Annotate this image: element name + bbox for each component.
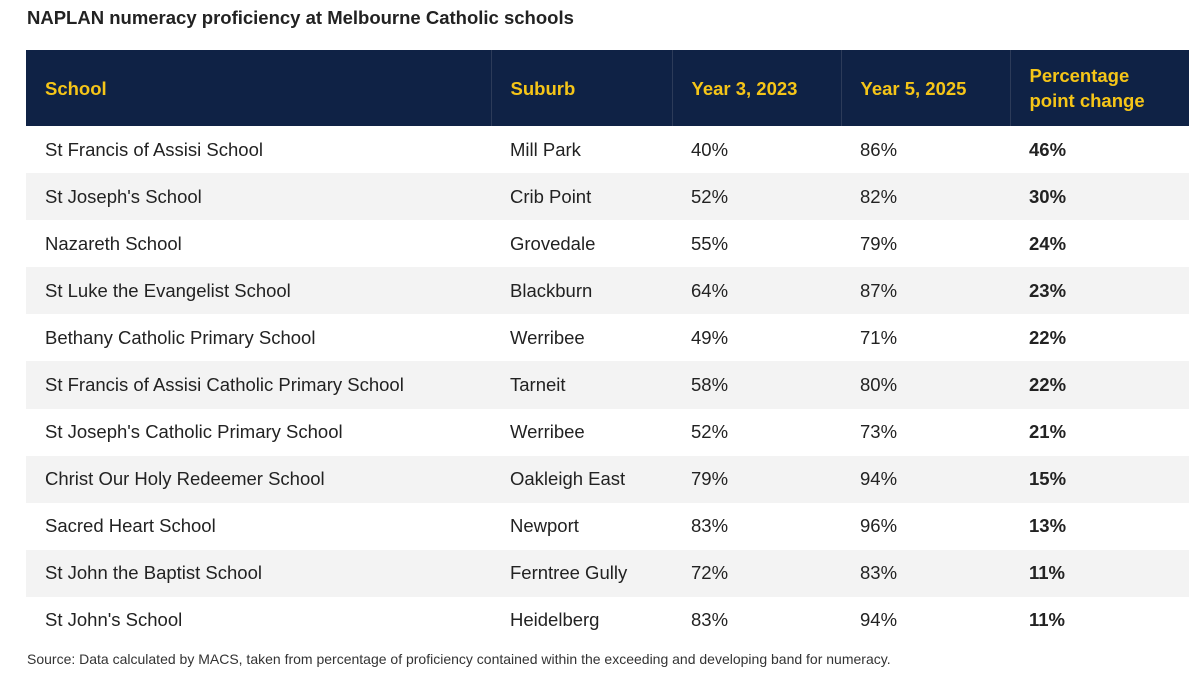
cell-percentage-point-change: 22% bbox=[1029, 326, 1067, 348]
header-year5-2025: Year 5, 2025 bbox=[841, 50, 1010, 126]
cell-year3-2023: 83% bbox=[691, 515, 729, 537]
cell-year5-2025: 94% bbox=[860, 609, 898, 631]
cell-percentage-point-change: 46% bbox=[1029, 138, 1067, 160]
cell-year3-2023: 58% bbox=[691, 374, 729, 396]
header-school: School bbox=[26, 50, 491, 126]
table-row bbox=[26, 173, 1189, 220]
table-body bbox=[26, 126, 1189, 644]
header-row bbox=[26, 50, 1189, 126]
cell-suburb: Grovedale bbox=[510, 232, 596, 254]
cell-year3-2023: 52% bbox=[691, 421, 729, 443]
cell-school: Nazareth School bbox=[45, 232, 182, 254]
cell-percentage-point-change: 11% bbox=[1029, 609, 1066, 631]
cell-school: St Francis of Assisi School bbox=[45, 138, 263, 160]
cell-year3-2023: 40% bbox=[691, 138, 729, 160]
cell-suburb: Blackburn bbox=[510, 279, 593, 301]
cell-school: Bethany Catholic Primary School bbox=[45, 326, 316, 348]
cell-year5-2025: 82% bbox=[860, 185, 898, 207]
table-row bbox=[26, 361, 1189, 408]
cell-percentage-point-change: 24% bbox=[1029, 232, 1067, 254]
data-table bbox=[26, 50, 1189, 644]
cell-suburb: Oakleigh East bbox=[510, 468, 626, 490]
cell-year3-2023: 64% bbox=[691, 279, 729, 301]
table-row bbox=[26, 314, 1189, 361]
cell-school: St John the Baptist School bbox=[45, 562, 262, 584]
cell-year3-2023: 49% bbox=[691, 326, 729, 348]
table-row bbox=[26, 597, 1189, 644]
cell-school: St Francis of Assisi Catholic Primary School bbox=[45, 374, 404, 396]
data-table-container bbox=[26, 50, 1189, 644]
cell-suburb: Ferntree Gully bbox=[510, 562, 628, 584]
cell-percentage-point-change: 23% bbox=[1029, 279, 1067, 301]
cell-suburb: Werribee bbox=[510, 326, 585, 348]
cell-suburb: Mill Park bbox=[510, 138, 581, 160]
cell-year5-2025: 80% bbox=[860, 374, 898, 396]
table-row bbox=[26, 550, 1189, 597]
cell-year5-2025: 73% bbox=[860, 421, 898, 443]
header-year3-2023: Year 3, 2023 bbox=[672, 50, 841, 126]
cell-year5-2025: 83% bbox=[860, 562, 898, 584]
cell-school: St Joseph's School bbox=[45, 185, 202, 207]
cell-year3-2023: 52% bbox=[691, 185, 729, 207]
cell-suburb: Werribee bbox=[510, 421, 585, 443]
table-row bbox=[26, 503, 1189, 550]
source-note: Source: Data calculated by MACS, taken from percentage of proficiency contained within the exceeding and developing band for numeracy. bbox=[27, 651, 891, 667]
cell-school: St Luke the Evangelist School bbox=[45, 279, 291, 301]
cell-percentage-point-change: 22% bbox=[1029, 374, 1067, 396]
cell-school: St Joseph's Catholic Primary School bbox=[45, 421, 343, 443]
cell-year3-2023: 83% bbox=[691, 609, 729, 631]
cell-year5-2025: 79% bbox=[860, 232, 898, 254]
cell-school: Christ Our Holy Redeemer School bbox=[45, 468, 325, 490]
cell-year3-2023: 72% bbox=[691, 562, 729, 584]
cell-year3-2023: 79% bbox=[691, 468, 729, 490]
cell-percentage-point-change: 11% bbox=[1029, 562, 1066, 584]
table-header bbox=[26, 50, 1189, 126]
cell-percentage-point-change: 13% bbox=[1029, 515, 1067, 537]
table-title: NAPLAN numeracy proficiency at Melbourne Catholic schools bbox=[27, 7, 574, 28]
table-row bbox=[26, 456, 1189, 503]
header-suburb: Suburb bbox=[491, 50, 672, 126]
table-row bbox=[26, 409, 1189, 456]
cell-percentage-point-change: 30% bbox=[1029, 185, 1067, 207]
header-percentage-point-change: Percentage point change bbox=[1029, 65, 1145, 111]
cell-school: Sacred Heart School bbox=[45, 515, 216, 537]
cell-percentage-point-change: 15% bbox=[1029, 468, 1067, 490]
table-row bbox=[26, 267, 1189, 314]
table-row bbox=[26, 126, 1189, 173]
cell-year3-2023: 55% bbox=[691, 232, 729, 254]
cell-year5-2025: 71% bbox=[860, 326, 898, 348]
cell-year5-2025: 94% bbox=[860, 468, 898, 490]
cell-year5-2025: 87% bbox=[860, 279, 898, 301]
cell-school: St John's School bbox=[45, 609, 183, 631]
cell-year5-2025: 86% bbox=[860, 138, 898, 160]
cell-suburb: Newport bbox=[510, 515, 579, 537]
cell-suburb: Tarneit bbox=[510, 374, 566, 396]
cell-suburb: Crib Point bbox=[510, 185, 592, 207]
cell-percentage-point-change: 21% bbox=[1029, 421, 1067, 443]
cell-year5-2025: 96% bbox=[860, 515, 898, 537]
cell-suburb: Heidelberg bbox=[510, 609, 600, 631]
table-row bbox=[26, 220, 1189, 267]
